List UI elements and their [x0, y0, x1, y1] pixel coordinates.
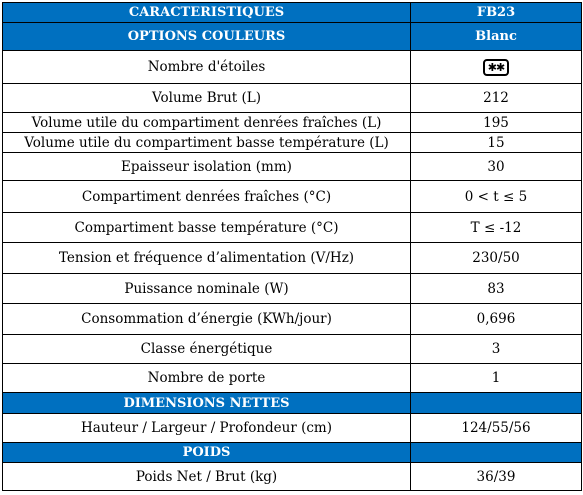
color-options-row — [3, 23, 582, 51]
dimensions-section-blank — [411, 393, 582, 414]
dimensions-section-header: DIMENSIONS NETTES — [3, 393, 411, 414]
weight-label: Poids Net / Brut (kg) — [3, 463, 411, 491]
spec-label: Puissance nominale (W) — [3, 274, 411, 304]
characteristics-header: CARACTERISTIQUES — [3, 3, 411, 23]
dimensions-label: Hauteur / Largeur / Profondeur (cm) — [3, 414, 411, 443]
spec-label: Consommation d’énergie (KWh/jour) — [3, 304, 411, 335]
stars-cell — [411, 51, 582, 84]
color-options-header: OPTIONS COULEURS — [3, 23, 411, 51]
table-row — [3, 304, 582, 335]
spec-value: 0 < t ≤ 5 — [411, 181, 582, 213]
stars-label: Nombre d'étoiles — [3, 51, 411, 84]
spec-label: Classe énergétique — [3, 335, 411, 364]
table-row — [3, 463, 582, 491]
spec-label: Volume utile du compartiment denrées fraîches (L) — [3, 113, 411, 133]
spec-label: Volume utile du compartiment basse température (L) — [3, 133, 411, 153]
table-row — [3, 364, 582, 393]
dimensions-section-row — [3, 393, 582, 414]
spec-value: 3 — [411, 335, 582, 364]
spec-value: 0,696 — [411, 304, 582, 335]
spec-label: Compartiment denrées fraîches (°C) — [3, 181, 411, 213]
spec-value: T ≤ -12 — [411, 213, 582, 243]
header-row — [3, 3, 582, 23]
spec-label: Tension et fréquence d’alimentation (V/Hz) — [3, 243, 411, 274]
table-row — [3, 213, 582, 243]
weight-section-header: POIDS — [3, 443, 411, 463]
table-row — [3, 133, 582, 153]
spec-label: Nombre de porte — [3, 364, 411, 393]
weight-value: 36/39 — [411, 463, 582, 491]
weight-section-row — [3, 443, 582, 463]
spec-value: 212 — [411, 84, 582, 113]
dimensions-value: 124/55/56 — [411, 414, 582, 443]
specifications-table — [2, 2, 582, 491]
spec-value: 1 — [411, 364, 582, 393]
spec-value: 15 — [411, 133, 582, 153]
two-star-freezer-icon: ✱✱ — [483, 59, 509, 76]
table-row — [3, 153, 582, 181]
spec-label: Compartiment basse température (°C) — [3, 213, 411, 243]
model-header: FB23 — [411, 3, 582, 23]
table-row — [3, 335, 582, 364]
spec-value: 83 — [411, 274, 582, 304]
spec-value: 30 — [411, 153, 582, 181]
color-value: Blanc — [411, 23, 582, 51]
stars-row — [3, 51, 582, 84]
table-row — [3, 181, 582, 213]
table-row — [3, 414, 582, 443]
spec-label: Epaisseur isolation (mm) — [3, 153, 411, 181]
table-row — [3, 84, 582, 113]
spec-label: Volume Brut (L) — [3, 84, 411, 113]
table-row — [3, 113, 582, 133]
spec-value: 195 — [411, 113, 582, 133]
table-row — [3, 243, 582, 274]
spec-value: 230/50 — [411, 243, 582, 274]
weight-section-blank — [411, 443, 582, 463]
table-row — [3, 274, 582, 304]
